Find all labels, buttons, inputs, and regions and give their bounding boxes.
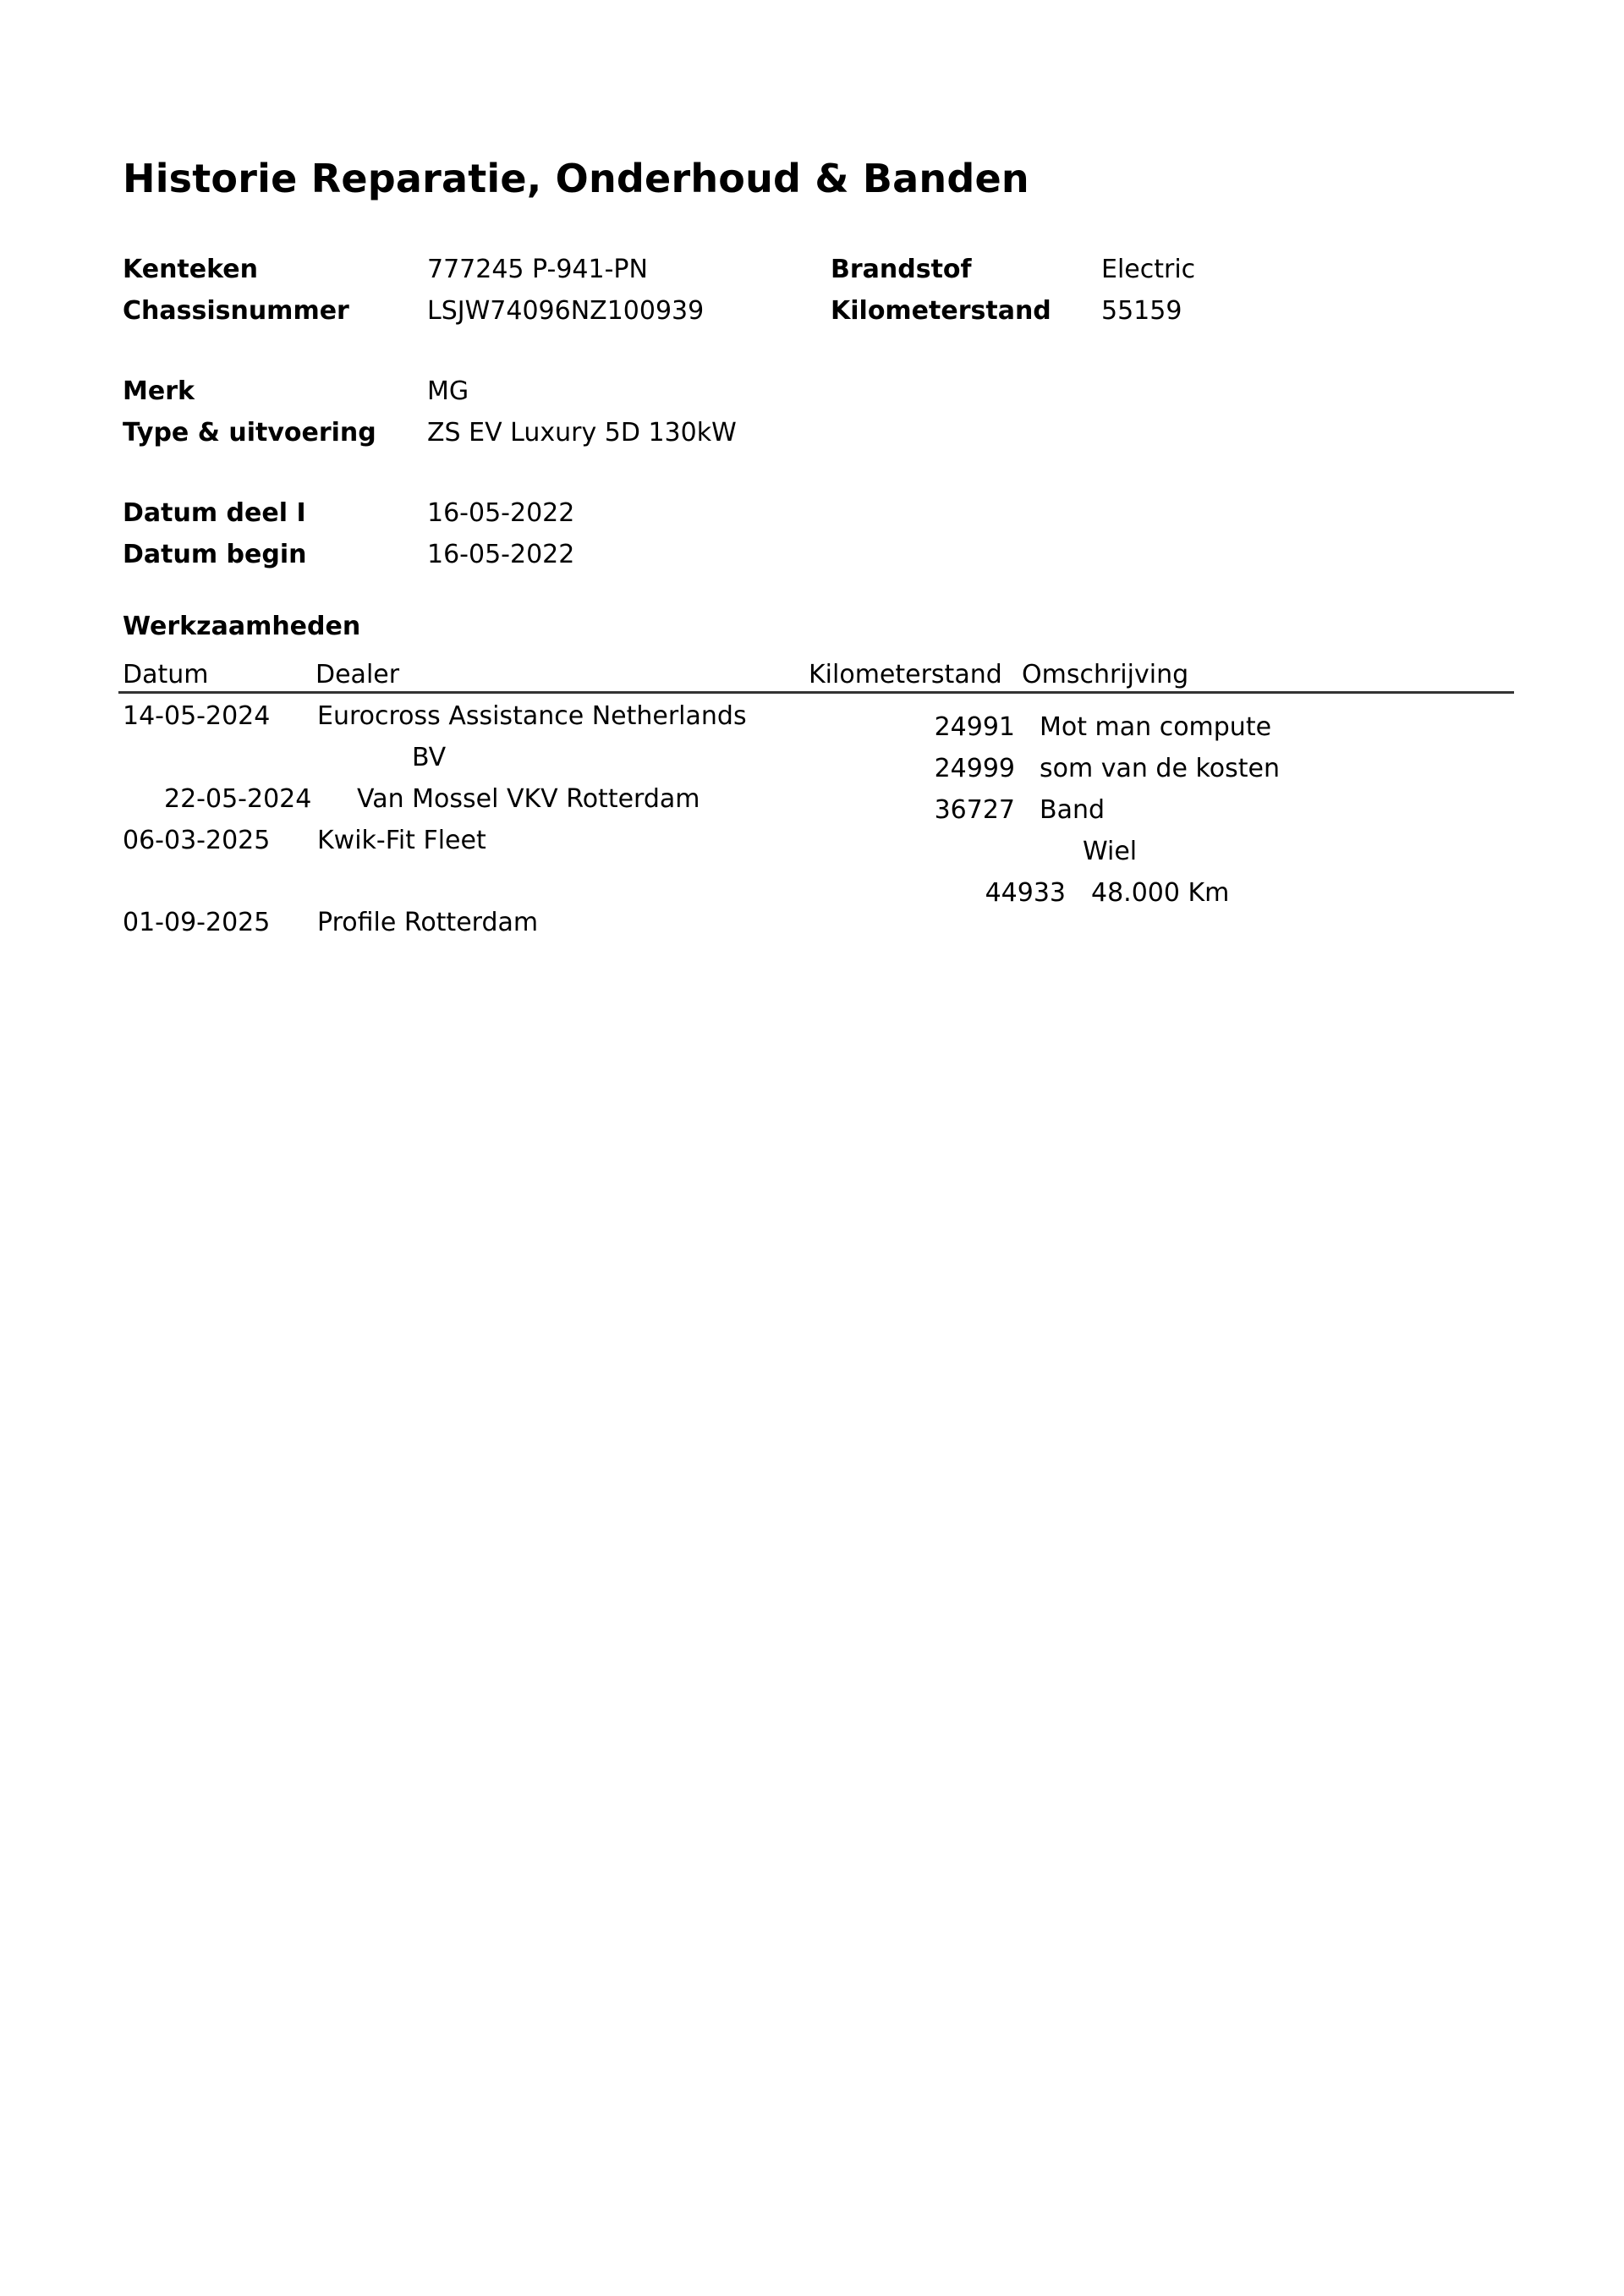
datum-begin-label: Datum begin (123, 540, 307, 569)
row-dealer: Profile Rotterdam (317, 908, 539, 937)
column-header-dealer: Dealer (315, 660, 400, 689)
row-omschrijving: som van de kosten (1040, 754, 1280, 783)
row-omschrijving: Mot man compute (1040, 712, 1272, 742)
header-underline (118, 691, 759, 694)
row-kilometerstand: 36727 (934, 795, 1015, 825)
row-datum: 14-05-2024 (123, 701, 271, 731)
row-kilometerstand: 24991 (934, 712, 1015, 742)
merk-value: MG (427, 376, 469, 406)
column-header-kilometerstand: Kilometerstand (809, 660, 1002, 689)
page-title: Historie Reparatie, Onderhoud & Banden (123, 156, 1029, 201)
kilometerstand-value: 55159 (1101, 296, 1182, 326)
row-datum: 01-09-2025 (123, 908, 271, 937)
column-header-datum: Datum (123, 660, 209, 689)
section-title: Werkzaamheden (123, 612, 361, 641)
type-uitvoering-label: Type & uitvoering (123, 418, 376, 448)
kenteken-label: Kenteken (123, 255, 258, 284)
kilometerstand-label: Kilometerstand (831, 296, 1051, 326)
row-dealer: Eurocross Assistance Netherlands (317, 701, 747, 731)
datum-begin-value: 16-05-2022 (427, 540, 575, 569)
row-omschrijving: 48.000 Km (1091, 878, 1230, 908)
row-datum: 22-05-2024 (164, 784, 312, 814)
row-datum: 06-03-2025 (123, 826, 271, 855)
brandstof-value: Electric (1101, 255, 1196, 284)
row-dealer: Kwik-Fit Fleet (317, 826, 486, 855)
row-kilometerstand: 24999 (934, 754, 1015, 783)
header-underline (1005, 691, 1514, 694)
row-dealer-continued: BV (412, 743, 447, 772)
datum-deel-label: Datum deel I (123, 498, 306, 528)
row-omschrijving-continued: Wiel (1083, 837, 1138, 866)
type-uitvoering-value: ZS EV Luxury 5D 130kW (427, 418, 737, 448)
row-dealer: Van Mossel VKV Rotterdam (357, 784, 700, 814)
row-kilometerstand: 44933 (985, 878, 1066, 908)
kenteken-value: 777245 P-941-PN (427, 255, 648, 284)
chassisnummer-value: LSJW74096NZ100939 (427, 296, 705, 326)
datum-deel-value: 16-05-2022 (427, 498, 575, 528)
row-omschrijving: Band (1040, 795, 1106, 825)
merk-label: Merk (123, 376, 195, 406)
chassisnummer-label: Chassisnummer (123, 296, 349, 326)
brandstof-label: Brandstof (831, 255, 972, 284)
header-underline (759, 691, 1005, 694)
column-header-omschrijving: Omschrijving (1022, 660, 1189, 689)
